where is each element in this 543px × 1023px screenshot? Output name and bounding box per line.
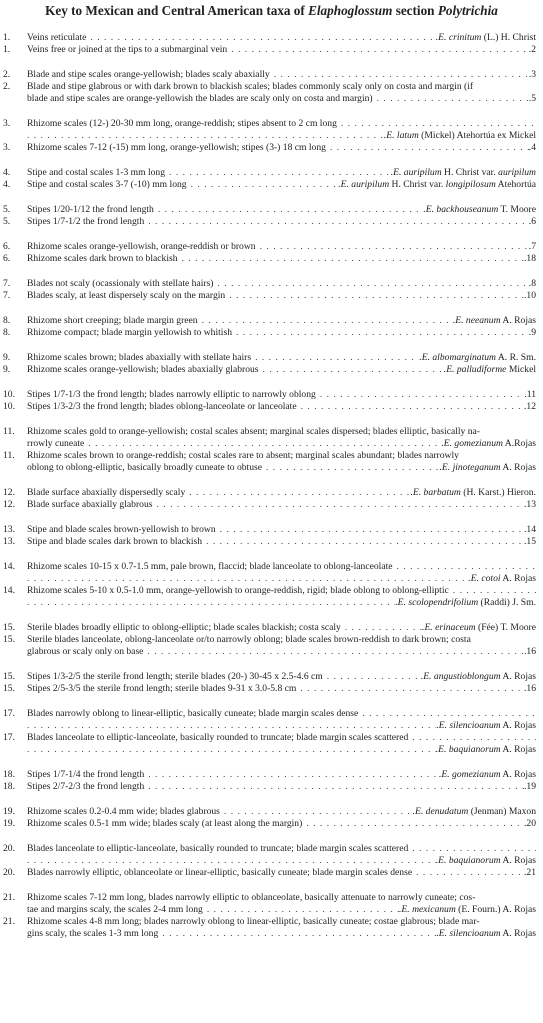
couplet-text: Veins free or joined at the tips to a submarginal vein [27,44,228,55]
couplet-text: Rhizome compact; blade margin yellowish to whitish [27,327,232,338]
couplet-body [27,781,536,793]
couplet-text: Rhizome scales 4-8 mm long; blades narrowly oblong to linear-elliptic, basically cuneate; costae glabrous; blade mar- [27,916,480,927]
taxon-name: .E. erinaceum (Fée) T. Moore [422,622,536,633]
couplet-body [27,118,536,130]
couplet-number: 17. [3,708,15,719]
key-line [0,683,543,695]
couplet-body [27,93,536,105]
key-line [0,573,543,585]
key-line [0,204,543,216]
key-line [0,622,543,634]
couplet-text: Stipes 2/7-2/3 the frond length [27,781,145,792]
dot-leader [327,671,421,683]
couplet-text: oblong to oblong-elliptic, basically broadly cuneate to obtuse [27,462,262,473]
key-line [0,597,543,609]
key-line [0,708,543,720]
dot-leader [27,597,395,609]
couplet-reference: .18 [524,253,536,264]
couplet-number: 8. [3,315,11,326]
couplet-number: 12. [3,487,15,498]
couplet-text: Rhizome scales dark brown to blackish [27,253,178,264]
taxon-name: .E. auripilum H. Christ var. longipilosum Atehortúa [338,179,536,190]
taxon-name: .E. silencioanum A. Rojas [436,720,536,731]
taxon-name: .E. jinoteganum A. Rojas [439,462,536,473]
key-line [0,179,543,191]
couplet-text: Blades lanceolate to elliptic-lanceolate, basically rounded to truncate; blade margin scales scattered [27,732,409,743]
couplet-number: 18. [3,781,15,792]
couplet-body [27,634,536,646]
dot-leader [218,278,529,290]
couplet-body [27,426,536,438]
dot-leader [341,118,536,130]
dot-leader [274,69,529,81]
couplet-body [27,241,536,253]
key-line [0,499,543,511]
couplet-number: 10. [3,401,15,412]
key-line [0,561,543,573]
taxon-name: .E. baquianorum A. Rojas [435,855,536,866]
key-line [0,450,543,462]
couplet-body [27,167,536,179]
couplet-text: Stipes 1/7-1/3 the frond length; blades narrowly elliptic to narrowly oblong [27,389,316,400]
dot-leader [320,389,525,401]
couplet-number: 9. [3,352,11,363]
couplet-text: Blades lanceolate to elliptic-lanceolate, basically rounded to truncate; blade margin scales scattered [27,843,409,854]
couplet-reference: .16 [524,683,536,694]
couplet-number: 7. [3,278,11,289]
dot-leader [182,253,524,265]
couplet-text: Blades scaly, at least dispersely scaly on the margin [27,290,226,301]
couplet-reference: .15 [524,536,536,547]
couplet-body [27,216,536,228]
couplet-body [27,69,536,81]
couplet-reference: .13 [524,499,536,510]
couplet-reference: .11 [524,389,536,400]
dot-leader [377,93,529,105]
taxon-name: .E. crinitum (L.) H. Christ [435,32,536,43]
key-line [0,855,543,867]
couplet-number: 18. [3,769,15,780]
couplet-reference: .5 [528,93,536,104]
key-line [0,867,543,879]
key-line [0,389,543,401]
couplet-body [27,81,536,93]
couplet-body [27,732,536,744]
key-line [0,290,543,302]
dot-leader [330,142,529,154]
couplet-body [27,278,536,290]
couplet-number: 14. [3,561,15,572]
title-genus: Elaphoglossum [308,3,393,18]
couplet-number: 5. [3,204,11,215]
dot-leader [189,487,410,499]
dot-leader [220,524,524,536]
key-line [0,81,543,93]
key-line [0,904,543,916]
couplet-body [27,683,536,695]
key-line [0,646,543,658]
dot-leader [27,130,384,142]
key-line [0,352,543,364]
couplet-reference: .16 [524,646,536,657]
dot-leader [412,732,536,744]
dot-leader [231,44,529,56]
dot-leader [416,867,524,879]
couplet-text: tae and margins scaly, the scales 2-4 mm long [27,904,203,915]
couplet-reference: .20 [524,818,536,829]
page-title [0,3,543,19]
key-line [0,585,543,597]
couplet-body [27,44,536,56]
couplet-text: Sterile blades lanceolate, oblong-lanceolate or/to narrowly oblong; blade scales brown-reddish to dark brown; costa [27,634,471,645]
couplet-number: 19. [3,818,15,829]
dot-leader [206,536,524,548]
couplet-text: Blades narrowly elliptic, oblanceolate or linear-elliptic, basically cuneate; blade margin scales dense [27,867,413,878]
dot-leader [148,216,529,228]
dot-leader [255,352,419,364]
key-line [0,892,543,904]
key-line [0,843,543,855]
taxon-name: .E. palludiforme Mickel [443,364,536,375]
key-line [0,806,543,818]
taxon-name: .E. barbatum (H. Karst.) Hieron. [410,487,536,498]
taxon-name: .E. auripilum H. Christ var. auripilum [390,167,536,178]
dot-leader [397,561,536,573]
couplet-reference: .7 [528,241,536,252]
couplet-number: 13. [3,524,15,535]
title-prefix: Key to Mexican and Central American taxa of [45,3,309,18]
couplet-body [27,352,536,364]
couplet-number: 15. [3,634,15,645]
couplet-number: 20. [3,867,15,878]
taxon-name: .E. cotoi A. Rojas [468,573,536,584]
taxon-name: .E. angustioblongum A. Rojas [420,671,536,682]
couplet-body [27,438,536,450]
dot-leader [229,290,524,302]
couplet-number: 21. [3,916,15,927]
couplet-number: 11. [3,426,15,437]
couplet-text: Blades narrowly oblong to linear-elliptic, basically cuneate; blade margin scales dense [27,708,359,719]
key-line [0,253,543,265]
couplet-text: Blade surface abaxially dispersedly scaly [27,487,186,498]
key-line [0,818,543,830]
couplet-body [27,769,536,781]
dot-leader [300,683,524,695]
couplet-text: Sterile blades broadly elliptic to oblong-elliptic; blade scales blackish; costa scaly [27,622,341,633]
couplet-text: Blades not scaly (ocassionaly with stellate hairs) [27,278,214,289]
dot-leader [148,781,524,793]
taxon-name: .E. baquianorum A. Rojas [435,744,536,755]
couplet-text: glabrous or scaly only on base [27,646,144,657]
key-line [0,142,543,154]
couplet-body [27,585,536,597]
couplet-text: Stipes 1/7-1/4 the frond length [27,769,145,780]
couplet-number: 2. [3,81,11,92]
taxon-name: .E. scolopendrifolium (Raddi) J. Sm. [395,597,536,608]
key-line [0,69,543,81]
couplet-text: Stipe and costal scales 3-7 (-10) mm long [27,179,187,190]
key-line [0,401,543,413]
couplet-body [27,499,536,511]
couplet-text: gins scaly, the scales 1-3 mm long [27,928,159,939]
couplet-text: Stipes 1/3-2/5 the sterile frond length; sterile blades (20-) 30-45 x 2.5-4.6 cm [27,671,323,682]
key-line [0,118,543,130]
dot-leader [362,708,536,720]
dot-leader [169,167,391,179]
couplet-number: 9. [3,364,11,375]
key-line [0,93,543,105]
couplet-body [27,597,536,609]
key-line [0,720,543,732]
dot-leader [27,573,468,585]
couplet-text: Rhizome scales 10-15 x 0.7-1.5 mm, pale brown, flaccid; blade lanceolate to oblong-lanceolate [27,561,393,572]
taxon-name: .E. silencioanum A. Rojas [436,928,536,939]
key-line [0,364,543,376]
taxon-name: .E. mexicanum (E. Fourn.) A. Rojas [399,904,536,915]
couplet-body [27,536,536,548]
couplet-number: 17. [3,732,15,743]
couplet-body [27,916,536,928]
couplet-body [27,928,536,940]
title-mid: section [392,3,438,18]
couplet-body [27,892,536,904]
couplet-text: Stipes 1/20-1/12 the frond length [27,204,154,215]
couplet-body [27,524,536,536]
dot-leader [412,843,536,855]
title-section: Polytrichia [437,3,498,18]
couplet-number: 6. [3,241,11,252]
couplet-reference: .3 [528,69,536,80]
dot-leader [202,315,453,327]
dot-leader [156,499,524,511]
couplet-body [27,622,536,634]
dot-leader [306,818,524,830]
couplet-body [27,364,536,376]
dot-leader [158,204,424,216]
couplet-text: blade and stipe scales are orange-yellowish the blades are scaly only on costa and margin) [27,93,373,104]
couplet-text: Stipe and blade scales brown-yellowish to brown [27,524,216,535]
couplet-text: Rhizome scales 7-12 (-15) mm long, orange-yellowish; stipes (3-) 18 cm long [27,142,326,153]
couplet-body [27,401,536,413]
couplet-body [27,720,536,732]
key-line [0,278,543,290]
dot-leader [263,364,444,376]
couplet-reference: .2 [528,44,536,55]
couplet-body [27,818,536,830]
couplet-body [27,315,536,327]
couplet-text: Blade surface abaxially glabrous [27,499,153,510]
key-line [0,327,543,339]
key-line [0,732,543,744]
couplet-number: 19. [3,806,15,817]
couplet-number: 12. [3,499,15,510]
couplet-body [27,130,536,142]
key-line [0,524,543,536]
couplet-body [27,806,536,818]
dot-leader [266,462,440,474]
dot-leader [345,622,422,634]
couplet-text: Rhizome scales gold to orange-yellowish; costal scales absent; marginal scales dispersed; blades elliptic, basically na- [27,426,480,437]
couplet-body [27,389,536,401]
couplet-text: Rhizome scales (12-) 20-30 mm long, orange-reddish; stipes absent to 2 cm long [27,118,337,129]
couplet-body [27,708,536,720]
couplet-body [27,462,536,474]
taxon-name: .E. denudatum (Jenman) Maxon [412,806,536,817]
couplet-body [27,450,536,462]
couplet-number: 6. [3,253,11,264]
couplet-text: Rhizome scales 5-10 x 0.5-1.0 mm, orange-yellowish to orange-reddish, rigid; blade oblong to oblong-elliptic [27,585,449,596]
dot-leader [148,769,439,781]
key-line [0,32,543,44]
couplet-body [27,855,536,867]
couplet-number: 4. [3,179,11,190]
dot-leader [207,904,399,916]
key-line [0,769,543,781]
dot-leader [224,806,413,818]
key-line [0,241,543,253]
dot-leader [162,928,436,940]
taxon-name: .E. backhouseanum T. Moore [423,204,536,215]
key-line [0,130,543,142]
couplet-number: 14. [3,585,15,596]
key-line [0,315,543,327]
couplet-text: Rhizome scales orange-yellowish; blades abaxially glabrous [27,364,259,375]
key-line [0,216,543,228]
couplet-number: 20. [3,843,15,854]
couplet-text: Veins reticulate [27,32,87,43]
dot-leader [191,179,339,191]
couplet-text: Stipe and blade scales dark brown to blackish [27,536,203,547]
couplet-text: Rhizome short creeping; blade margin green [27,315,198,326]
couplet-text: Rhizome scales 0.5-1 mm wide; blades scaly (at least along the margin) [27,818,303,829]
couplet-body [27,32,536,44]
couplet-number: 3. [3,118,11,129]
couplet-number: 2. [3,69,11,80]
key-line [0,744,543,756]
dot-leader [88,438,441,450]
couplet-number: 3. [3,142,11,153]
dot-leader [260,241,529,253]
couplet-reference: .12 [524,401,536,412]
couplet-reference: .19 [524,781,536,792]
key-line [0,536,543,548]
couplet-number: 7. [3,290,11,301]
couplet-body [27,327,536,339]
taxon-name: .E. gomezianum A.Rojas [441,438,536,449]
key-line [0,781,543,793]
key-line [0,426,543,438]
couplet-text: Blade and stipe glabrous or with dark brown to blackish scales; blades commonly scaly only on costa and margin (if [27,81,474,92]
dot-leader [147,646,524,658]
taxon-name: .E. latum (Mickel) Atehortúa ex Mickel [383,130,536,141]
dot-leader [236,327,529,339]
couplet-body [27,744,536,756]
couplet-number: 11. [3,450,15,461]
couplet-number: 1. [3,44,11,55]
key-line [0,928,543,940]
key-line [0,634,543,646]
key-line [0,462,543,474]
key-line [0,167,543,179]
couplet-text: Rhizome scales 7-12 mm long, blades narrowly elliptic to oblanceolate, basically attenuate to narrowly cuneate; cos- [27,892,476,903]
couplet-body [27,290,536,302]
couplet-body [27,253,536,265]
couplet-body [27,179,536,191]
couplet-reference: .10 [524,290,536,301]
couplet-text: Stipes 2/5-3/5 the sterile frond length; sterile blades 9-31 x 3.0-5.8 cm [27,683,297,694]
couplet-reference: .14 [524,524,536,535]
couplet-number: 4. [3,167,11,178]
couplet-body [27,142,536,154]
couplet-body [27,843,536,855]
key-line [0,438,543,450]
dot-leader [27,720,436,732]
couplet-number: 21. [3,892,15,903]
key-line [0,487,543,499]
couplet-text: Rhizome scales orange-yellowish, orange-reddish or brown [27,241,256,252]
couplet-number: 15. [3,671,15,682]
key-line [0,44,543,56]
couplet-number: 13. [3,536,15,547]
couplet-text: rrowly cuneate [27,438,85,449]
couplet-number: 5. [3,216,11,227]
dot-leader [27,855,436,867]
dot-leader [90,32,435,44]
couplet-body [27,646,536,658]
couplet-number: 1. [3,32,11,43]
couplet-number: 15. [3,622,15,633]
couplet-reference: .4 [528,142,536,153]
couplet-text: Blade and stipe scales orange-yellowish; blades scaly abaxially [27,69,270,80]
taxon-name: .E. neeanum A. Rojas [452,315,536,326]
couplet-reference: .8 [528,278,536,289]
couplet-body [27,561,536,573]
couplet-reference: .21 [524,867,536,878]
couplet-number: 15. [3,683,15,694]
couplet-body [27,204,536,216]
couplet-body [27,867,536,879]
couplet-number: 10. [3,389,15,400]
taxon-name: .E. albomarginatum A. R. Sm. [419,352,536,363]
key-line [0,916,543,928]
couplet-text: Stipes 1/7-1/2 the frond length [27,216,145,227]
couplet-text: Stipes 1/3-2/3 the frond length; blades oblong-lanceolate or lanceolate [27,401,297,412]
dot-leader [27,744,436,756]
couplet-text: Rhizome scales brown to orange-reddish; costal scales rare to absent; marginal scales abundant; blades narrowly [27,450,459,461]
couplet-reference: .9 [528,327,536,338]
couplet-number: 8. [3,327,11,338]
couplet-body [27,573,536,585]
couplet-body [27,487,536,499]
couplet-body [27,671,536,683]
couplet-body [27,904,536,916]
dot-leader [301,401,524,413]
couplet-text: Rhizome scales 0.2-0.4 mm wide; blades glabrous [27,806,220,817]
dot-leader [453,585,536,597]
couplet-text: Stipe and costal scales 1-3 mm long [27,167,166,178]
couplet-text: Rhizome scales brown; blades abaxially with stellate hairs [27,352,252,363]
couplet-reference: .6 [528,216,536,227]
key-line [0,671,543,683]
taxon-name: .E. gomezianum A. Rojas [438,769,536,780]
